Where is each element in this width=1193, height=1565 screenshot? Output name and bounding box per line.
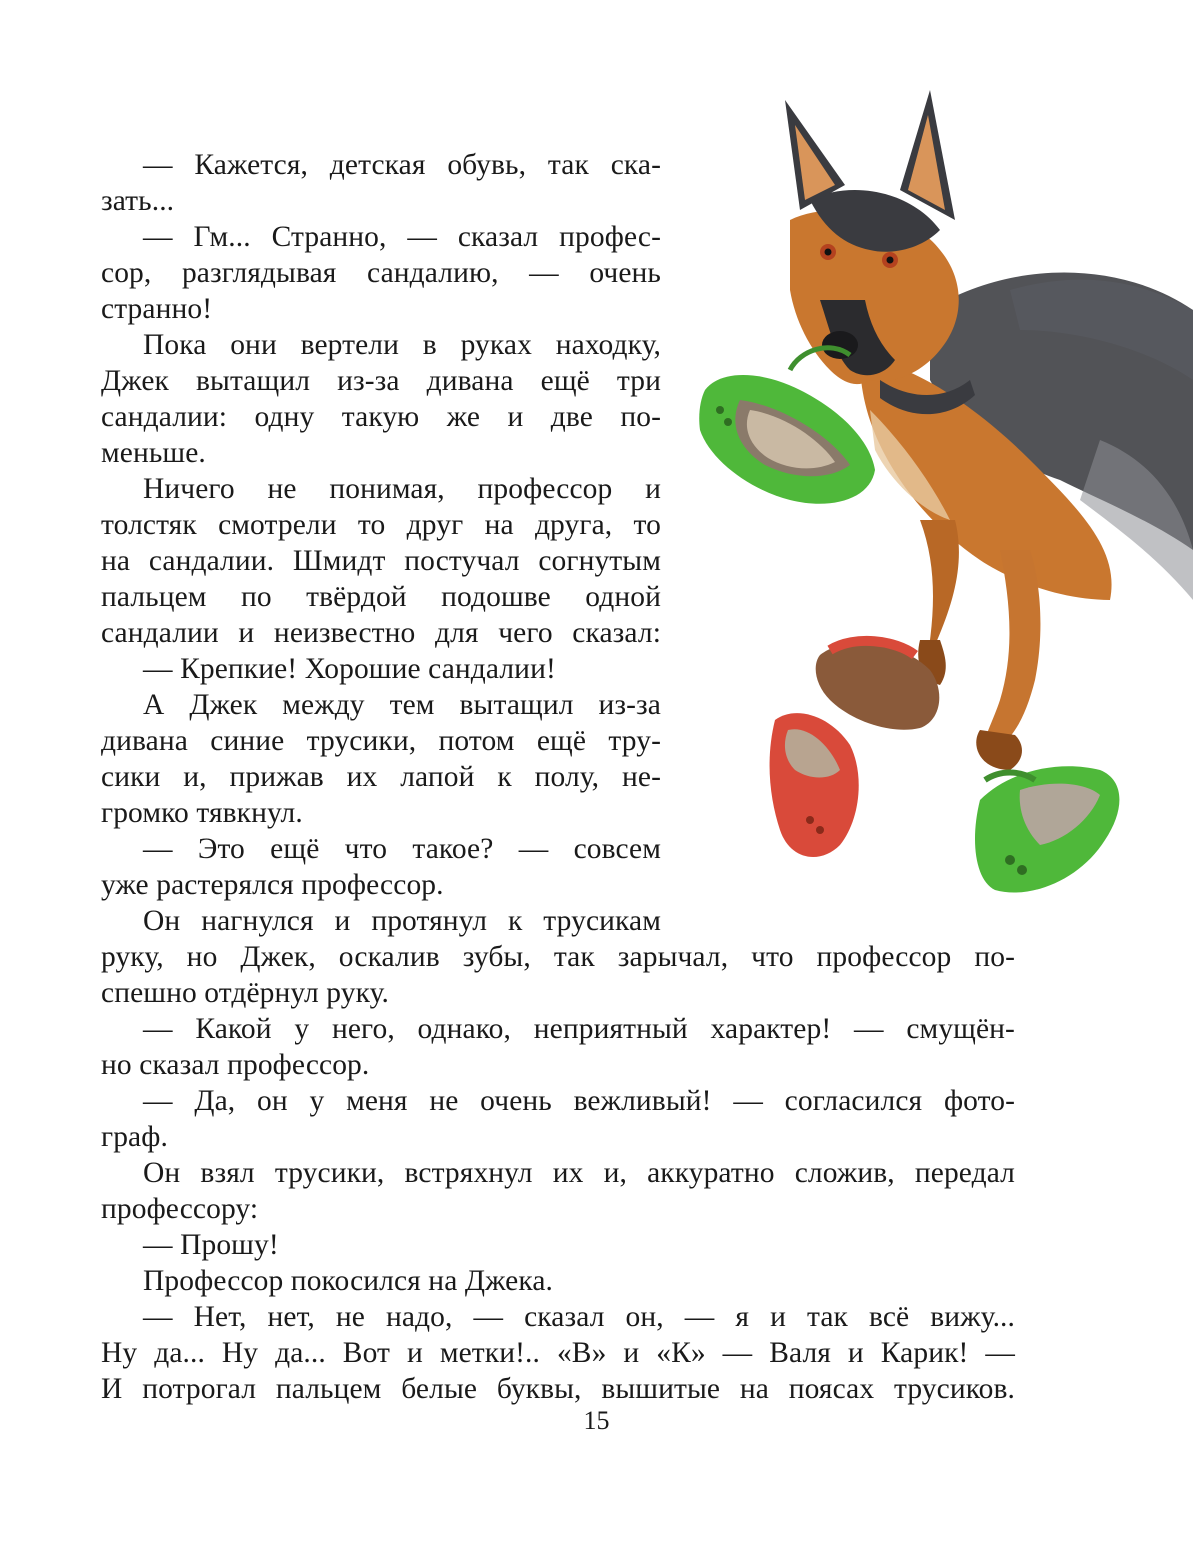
text-line: Он нагнулся и протянул к трусикам	[143, 905, 661, 937]
text-line: спешно отдёрнул руку.	[101, 977, 389, 1009]
text-line: — Крепкие! Хорошие сандалии!	[143, 653, 556, 685]
text-line: А Джек между тем вытащил из-за	[143, 689, 661, 721]
text-line: руку, но Джек, оскалив зубы, так зарычал, что профессор по-	[101, 941, 1015, 973]
text-line: пальцем по твёрдой подошве одной	[101, 581, 661, 613]
text-line: Джек вытащил из-за дивана ещё три	[101, 365, 661, 397]
dog-nose	[822, 331, 858, 359]
text-line: Ну да... Ну да... Вот и метки!.. «В» и «К» — Валя и Карик! —	[101, 1337, 1015, 1369]
text-line: профессору:	[101, 1193, 259, 1225]
text-line: сики и, прижав их лапой к полу, не-	[101, 761, 661, 793]
text-line: — Какой у него, однако, неприятный характер! — смущён-	[143, 1013, 1015, 1045]
dog-leg-left	[920, 520, 959, 645]
text-line: Пока они вертели в руках находку,	[143, 329, 661, 361]
text-line: зать...	[101, 185, 175, 217]
dog-leg-right	[986, 550, 1041, 750]
text-line: сандалии: одну такую же и две по-	[101, 401, 661, 433]
red-sandal-front	[770, 713, 859, 857]
text-line: — Да, он у меня не очень вежливый! — согласился фото-	[143, 1085, 1015, 1117]
text-line: граф.	[101, 1121, 168, 1153]
text-line: меньше.	[101, 437, 206, 469]
text-line: странно!	[101, 293, 213, 325]
text-line: — Прошу!	[143, 1229, 279, 1261]
dog-illustration	[680, 80, 1193, 920]
text-line: уже растерялся профессор.	[101, 869, 444, 901]
text-line: сор, разглядывая сандалию, — очень	[101, 257, 661, 289]
text-line: но сказал профессор.	[101, 1049, 370, 1081]
text-line: громко тявкнул.	[101, 797, 303, 829]
text-line: на сандалии. Шмидт постучал согнутым	[101, 545, 661, 577]
text-line: дивана синие трусики, потом ещё тру-	[101, 725, 661, 757]
text-line: — Гм... Странно, — сказал профес-	[143, 221, 661, 253]
text-line: — Кажется, детская обувь, так ска-	[143, 149, 661, 181]
text-line: Ничего не понимая, профессор и	[143, 473, 661, 505]
text-line: толстяк смотрели то друг на друга, то	[101, 509, 661, 541]
text-line: Он взял трусики, встряхнул их и, аккуратно сложив, передал	[143, 1157, 1015, 1189]
text-line: — Это ещё что такое? — совсем	[143, 833, 661, 865]
page-number: 15	[583, 1406, 610, 1435]
text-line: — Нет, нет, не надо, — сказал он, — я и так всё вижу...	[143, 1301, 1015, 1333]
text-line: Профессор покосился на Джека.	[143, 1265, 554, 1297]
text-line: И потрогал пальцем белые буквы, вышитые на поясах трусиков.	[101, 1373, 1015, 1405]
text-line: сандалии и неизвестно для чего сказал:	[101, 617, 661, 649]
